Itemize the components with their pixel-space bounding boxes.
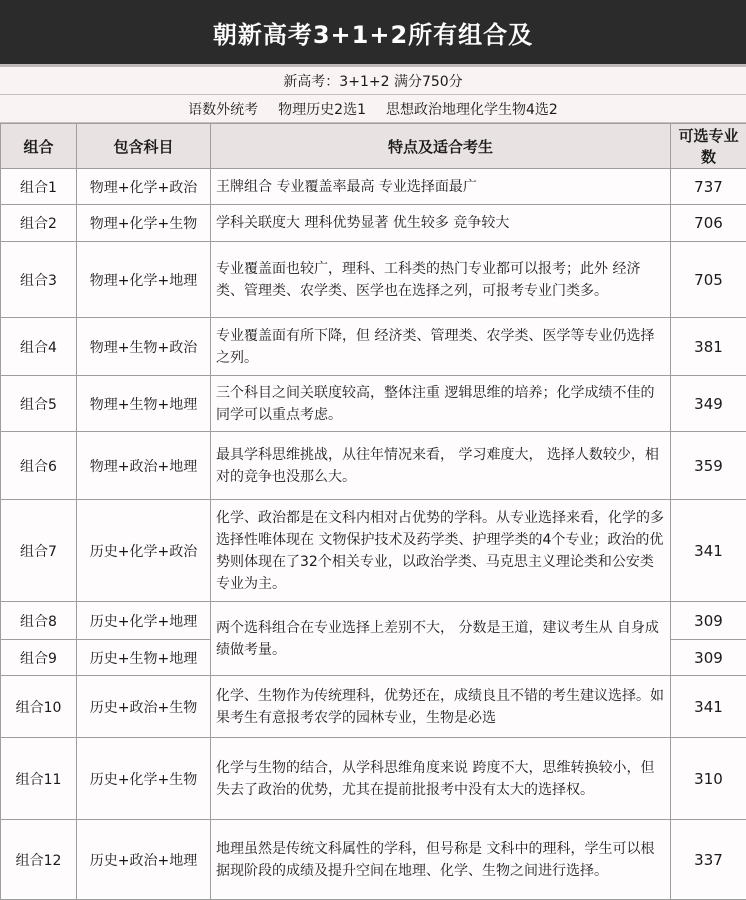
table-header-row (1, 124, 746, 169)
major-count: 737 (671, 169, 746, 205)
group-name: 组合10 (1, 676, 77, 738)
group-description: 学科关联度大 理科优势显著 优生较多 竞争较大 (211, 205, 671, 242)
major-count: 706 (671, 205, 746, 242)
group-subjects: 历史+政治+生物 (77, 676, 211, 738)
major-count: 341 (671, 676, 746, 738)
major-count: 381 (671, 318, 746, 376)
major-count: 337 (671, 820, 746, 900)
combination-table (0, 123, 746, 900)
header-group: 组合 (1, 124, 77, 169)
group-subjects: 历史+生物+地理 (77, 640, 211, 676)
group-subjects: 物理+政治+地理 (77, 432, 211, 500)
group-subjects: 物理+生物+地理 (77, 376, 211, 432)
rule-choose-one: 物理历史2选1 (278, 99, 366, 119)
group-name: 组合5 (1, 376, 77, 432)
header-majors: 可选专业数 (671, 124, 746, 169)
group-name: 组合3 (1, 242, 77, 318)
exam-format-line (0, 67, 746, 95)
table-row (1, 242, 746, 318)
group-name: 组合4 (1, 318, 77, 376)
table-row (1, 432, 746, 500)
group-subjects: 历史+化学+生物 (77, 738, 211, 820)
title-banner (0, 0, 746, 67)
group-subjects: 物理+化学+生物 (77, 205, 211, 242)
table-row (1, 169, 746, 205)
group-subjects: 历史+化学+地理 (77, 602, 211, 640)
group-subjects: 物理+化学+政治 (77, 169, 211, 205)
table-row (1, 820, 746, 900)
rule-choose-two: 思想政治地理化学生物4选2 (386, 99, 558, 119)
group-name: 组合9 (1, 640, 77, 676)
table-row (1, 500, 746, 602)
major-count: 341 (671, 500, 746, 602)
major-count: 349 (671, 376, 746, 432)
group-subjects: 历史+化学+政治 (77, 500, 211, 602)
group-description: 化学、政治都是在文科内相对占优势的学科。从专业选择来看，化学的多选择性唯体现在 文物保护技术及药学类、护理学类的4个专业；政治的优势则体现在了32个相关专业，以政治学类、马克思主义理论类和公安类专业为主。 (211, 500, 671, 602)
group-description: 化学与生物的结合，从学科思维角度来说 跨度不大，思维转换较小，但失去了政治的优势，尤其在提前批报考中没有太大的选择权。 (211, 738, 671, 820)
table-row (1, 602, 746, 640)
group-name: 组合11 (1, 738, 77, 820)
group-name: 组合2 (1, 205, 77, 242)
major-count: 309 (671, 640, 746, 676)
group-subjects: 物理+生物+政治 (77, 318, 211, 376)
header-features: 特点及适合考生 (211, 124, 671, 169)
group-name: 组合7 (1, 500, 77, 602)
group-description: 三个科目之间关联度较高，整体注重 逻辑思维的培养；化学成绩不佳的同学可以重点考虑。 (211, 376, 671, 432)
table-row (1, 318, 746, 376)
subject-rule-line (0, 95, 746, 123)
group-description: 专业覆盖面有所下降，但 经济类、管理类、农学类、医学等专业仍选择之列。 (211, 318, 671, 376)
major-count: 705 (671, 242, 746, 318)
group-description: 两个选科组合在专业选择上差别不大， 分数是王道，建议考生从 自身成绩做考量。 (211, 602, 671, 676)
group-description: 王牌组合 专业覆盖率最高 专业选择面最广 (211, 169, 671, 205)
page-title: 朝新高考3+1+2所有组合及 (213, 15, 533, 50)
header-subjects: 包含科目 (77, 124, 211, 169)
group-name: 组合6 (1, 432, 77, 500)
table-row (1, 676, 746, 738)
group-description: 专业覆盖面也较广，理科、工科类的热门专业都可以报考；此外 经济类、管理类、农学类、医学也在选择之列，可报考专业门类多。 (211, 242, 671, 318)
major-count: 310 (671, 738, 746, 820)
group-name: 组合8 (1, 602, 77, 640)
group-description: 最具学科思维挑战，从往年情况来看， 学习难度大， 选择人数较少，相对的竞争也没那么大。 (211, 432, 671, 500)
group-name: 组合12 (1, 820, 77, 900)
rule-unified-subjects: 语数外统考 (188, 99, 258, 119)
table-row (1, 738, 746, 820)
major-count: 309 (671, 602, 746, 640)
major-count: 359 (671, 432, 746, 500)
group-description: 化学、生物作为传统理科，优势还在，成绩良且不错的考生建议选择。如果考生有意报考农学的园林专业，生物是必选 (211, 676, 671, 738)
group-subjects: 历史+政治+地理 (77, 820, 211, 900)
group-subjects: 物理+化学+地理 (77, 242, 211, 318)
table-row (1, 205, 746, 242)
table-row (1, 376, 746, 432)
group-description: 地理虽然是传统文科属性的学科，但号称是 文科中的理科，学生可以根据现阶段的成绩及提升空间在地理、化学、生物之间进行选择。 (211, 820, 671, 900)
group-name: 组合1 (1, 169, 77, 205)
exam-format-text: 新高考：3+1+2 满分750分 (283, 71, 462, 91)
